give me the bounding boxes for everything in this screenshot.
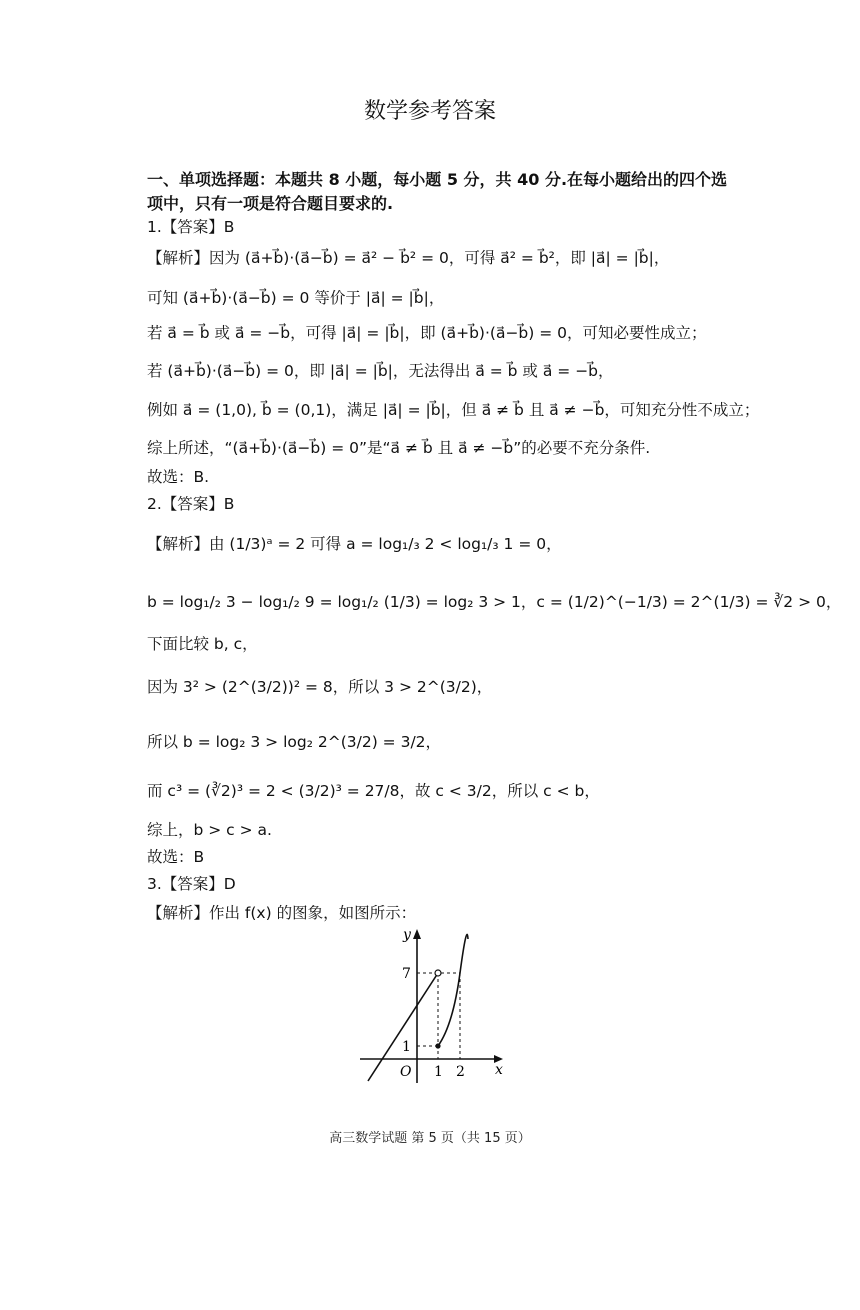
section-heading: 一、单项选择题：本题共 8 小题，每小题 5 分，共 40 分.在每小题给出的四个选项中，只有一项是符合题目要求的. [147, 170, 728, 213]
answer-3: 3.【答案】D [147, 875, 236, 893]
x-axis-label: x [495, 1062, 503, 1078]
function-graph [355, 925, 515, 1089]
graph-svg [355, 925, 515, 1085]
page-title: 数学参考答案 [363, 99, 496, 124]
tick-x-1: 1 [434, 1064, 443, 1080]
analysis-2-line-1: 【解析】由 (1/3)ᵃ = 2 可得 a = log₁/₃ 2 < log₁/₃ 1 = 0， [147, 535, 562, 553]
tick-y-1: 1 [402, 1039, 411, 1055]
analysis-1-line-5: 例如 a⃗ = (1,0), b⃗ = (0,1)，满足 |a⃗| = |b⃗|，但 a⃗ ≠ b⃗ 且 a⃗ ≠ −b⃗，可知充分性不成立； [147, 401, 760, 419]
analysis-2-line-3: 下面比较 b, c， [147, 635, 258, 653]
analysis-2-line-7: 综上，b > c > a. [147, 821, 272, 839]
y-axis-label: y [403, 927, 411, 943]
answer-1: 1.【答案】B [147, 218, 235, 236]
curve-branch [438, 934, 468, 1046]
analysis-2-line-4: 因为 3² > (2^(3/2))² = 8，所以 3 > 2^(3/2)， [147, 678, 493, 696]
analysis-2-line-5: 所以 b = log₂ 3 > log₂ 2^(3/2) = 3/2， [147, 733, 442, 751]
analysis-3-line-1: 【解析】作出 f(x) 的图象，如图所示： [147, 904, 417, 922]
tick-y-7: 7 [402, 966, 411, 982]
analysis-1-line-6: 综上所述，“(a⃗+b⃗)·(a⃗−b⃗) = 0”是“a⃗ ≠ b⃗ 且 a⃗ ≠ −b⃗”的必要不充分条件. [147, 439, 651, 457]
analysis-2-line-2: b = log₁/₂ 3 − log₁/₂ 9 = log₁/₂ (1/3) = log₂ 3 > 1，c = (1/2)^(−1/3) = 2^(1/3) = ∛2 > 0， [147, 593, 842, 611]
y-axis-arrow-icon [413, 929, 421, 939]
analysis-1-line-2: 可知 (a⃗+b⃗)·(a⃗−b⃗) = 0 等价于 |a⃗| = |b⃗|， [147, 289, 445, 307]
choice-1: 故选：B. [147, 468, 210, 486]
analysis-1-line-4: 若 (a⃗+b⃗)·(a⃗−b⃗) = 0，即 |a⃗| = |b⃗|，无法得出 a⃗ = b⃗ 或 a⃗ = −b⃗， [147, 362, 614, 380]
analysis-2-line-6: 而 c³ = (∛2)³ = 2 < (3/2)³ = 27/8，故 c < 3/2，所以 c < b， [147, 782, 600, 800]
page-footer: 高三数学试题 第 5 页（共 15 页） [329, 1131, 531, 1146]
analysis-1-line-3: 若 a⃗ = b⃗ 或 a⃗ = −b⃗，可得 |a⃗| = |b⃗|，即 (a⃗+b⃗)·(a⃗−b⃗) = 0，可知必要性成立； [147, 324, 707, 342]
closed-point [435, 1043, 440, 1048]
choice-2: 故选：B [147, 848, 205, 866]
analysis-1-line-1: 【解析】因为 (a⃗+b⃗)·(a⃗−b⃗) = a⃗² − b⃗² = 0，可得 a⃗² = b⃗²，即 |a⃗| = |b⃗|， [147, 249, 670, 267]
tick-x-2: 2 [456, 1064, 465, 1080]
open-point [435, 970, 441, 976]
answer-2: 2.【答案】B [147, 495, 235, 513]
origin-label: O [400, 1064, 412, 1080]
